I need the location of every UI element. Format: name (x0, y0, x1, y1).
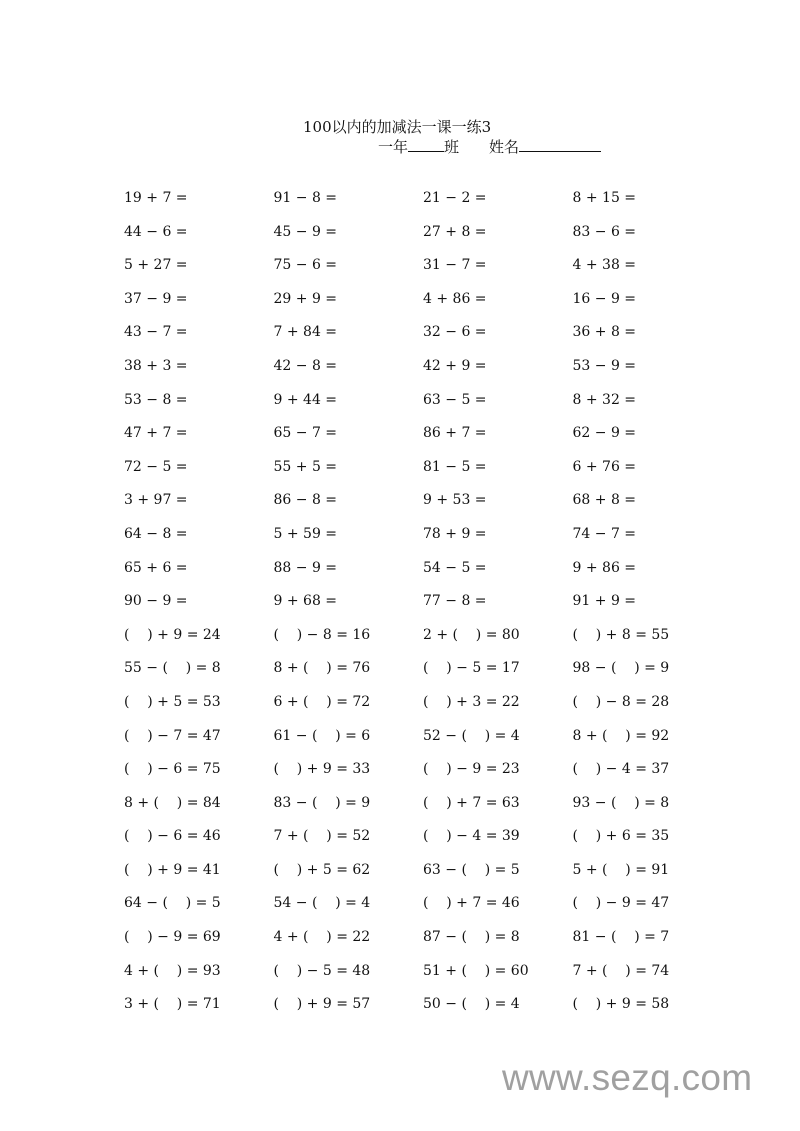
problem-item: ( ) + 8 = 55 (572, 626, 670, 643)
problem-item: 31 − 7 = (423, 257, 487, 274)
problem-item: 64 − ( ) = 5 (124, 895, 221, 912)
problem-item: 91 + 9 = (572, 593, 637, 610)
problem-item: 83 − 6 = (572, 223, 637, 240)
problem-item: ( ) − 6 = 46 (124, 828, 221, 845)
problem-item: 9 + 86 = (572, 559, 637, 576)
problem-item: 72 − 5 = (124, 458, 188, 475)
problem-item: 54 − 5 = (423, 559, 487, 576)
problem-row (124, 322, 722, 356)
problem-row (124, 961, 722, 995)
problem-item: 91 − 8 = (273, 190, 338, 206)
problem-row (124, 893, 722, 927)
grade-label: 一年 (378, 138, 409, 156)
problem-item: 8 + 15 = (572, 190, 637, 206)
problem-item: ( ) − 7 = 47 (124, 727, 221, 744)
problem-item: 61 − ( ) = 6 (273, 727, 371, 744)
problem-item: 3 + 97 = (124, 492, 188, 509)
problem-item: 53 − 9 = (572, 357, 637, 374)
problem-item: 53 − 8 = (124, 391, 188, 408)
problem-row (124, 826, 722, 860)
class-blank[interactable] (408, 137, 444, 152)
problem-item: 55 − ( ) = 8 (124, 660, 221, 677)
problem-item: 63 − 5 = (423, 391, 487, 408)
problem-row (124, 255, 722, 289)
problem-item: ( ) + 7 = 63 (423, 794, 520, 811)
problem-item: 27 + 8 = (423, 223, 487, 240)
problem-item: 3 + ( ) = 71 (124, 996, 221, 1013)
class-label: 班 (444, 138, 460, 156)
problem-item: 9 + 44 = (273, 391, 338, 408)
problem-item: ( ) + 6 = 35 (572, 828, 670, 845)
problem-item: 64 − 8 = (124, 525, 188, 542)
problem-item: ( ) + 9 = 41 (124, 861, 221, 878)
problem-item: 75 − 6 = (273, 257, 338, 274)
problem-item: 65 + 6 = (124, 559, 188, 576)
problem-item: ( ) + 9 = 33 (273, 761, 371, 778)
problem-item: 5 + 59 = (273, 525, 338, 542)
student-info-line (378, 136, 601, 157)
problem-row (124, 390, 722, 424)
problem-item: 9 + 68 = (273, 593, 338, 610)
problem-item: 68 + 8 = (572, 492, 637, 509)
problem-row (124, 490, 722, 524)
problem-row (124, 457, 722, 491)
problem-item: 4 + ( ) = 22 (273, 929, 371, 946)
problem-item: ( ) + 5 = 62 (273, 861, 371, 878)
problem-item: 83 − ( ) = 9 (273, 794, 371, 811)
problem-row (124, 658, 722, 692)
problem-item: 78 + 9 = (423, 525, 487, 542)
problem-item: 36 + 8 = (572, 324, 637, 341)
problem-row (124, 793, 722, 827)
problem-row (124, 524, 722, 558)
problem-row (124, 692, 722, 726)
problem-item: ( ) + 5 = 53 (124, 693, 221, 710)
problem-item: 16 − 9 = (572, 290, 637, 307)
problem-item: 63 − ( ) = 5 (423, 861, 520, 878)
problem-row (124, 289, 722, 323)
problem-item: ( ) + 3 = 22 (423, 693, 520, 710)
problem-item: 7 + 84 = (273, 324, 338, 341)
problem-item: 47 + 7 = (124, 425, 188, 442)
problem-item: ( ) + 9 = 57 (273, 996, 371, 1013)
problem-item: 55 + 5 = (273, 458, 338, 475)
problem-item: 65 − 7 = (273, 425, 338, 442)
problem-row (124, 423, 722, 457)
problem-item: ( ) − 5 = 48 (273, 962, 371, 979)
problem-item: 51 + ( ) = 60 (423, 962, 529, 979)
problem-item: 5 + ( ) = 91 (572, 861, 670, 878)
problem-item: ( ) − 8 = 28 (572, 693, 670, 710)
problem-item: 86 + 7 = (423, 425, 487, 442)
problem-item: ( ) − 9 = 69 (124, 929, 221, 946)
problem-item: 52 − ( ) = 4 (423, 727, 520, 744)
problem-item: 37 − 9 = (124, 290, 188, 307)
problem-row (124, 759, 722, 793)
problem-item: 19 + 7 = (124, 190, 188, 206)
problem-row (124, 726, 722, 760)
problem-item: ( ) − 4 = 39 (423, 828, 520, 845)
problem-item: 77 − 8 = (423, 593, 487, 610)
problem-item: 7 + ( ) = 52 (273, 828, 371, 845)
problem-item: 81 − ( ) = 7 (572, 929, 670, 946)
problem-grid (124, 188, 722, 1028)
problem-item: 86 − 8 = (273, 492, 338, 509)
watermark: www.sezq.com (502, 1057, 753, 1098)
problem-item: ( ) − 8 = 16 (273, 626, 371, 643)
problem-item: ( ) + 9 = 24 (124, 626, 221, 643)
problem-item: ( ) − 4 = 37 (572, 761, 670, 778)
problem-item: 54 − ( ) = 4 (273, 895, 371, 912)
problem-item: ( ) − 9 = 47 (572, 895, 670, 912)
problem-item: ( ) − 9 = 23 (423, 761, 520, 778)
problem-row (124, 188, 722, 222)
problem-item: 93 − ( ) = 8 (572, 794, 670, 811)
problem-item: 21 − 2 = (423, 190, 487, 206)
problem-item: 50 − ( ) = 4 (423, 996, 520, 1013)
problem-item: 43 − 7 = (124, 324, 188, 341)
problem-item: 5 + 27 = (124, 257, 188, 274)
problem-item: 2 + ( ) = 80 (423, 626, 520, 643)
problem-item: 44 − 6 = (124, 223, 188, 240)
problem-item: 8 + 32 = (572, 391, 637, 408)
problem-item: ( ) − 5 = 17 (423, 660, 520, 677)
problem-item: 8 + ( ) = 92 (572, 727, 670, 744)
problem-item: 29 + 9 = (273, 290, 338, 307)
problem-item: 42 + 9 = (423, 357, 487, 374)
problem-item: 45 − 9 = (273, 223, 338, 240)
problem-item: 62 − 9 = (572, 425, 637, 442)
problem-row (124, 994, 722, 1028)
problem-item: 74 − 7 = (572, 525, 637, 542)
problem-item: 6 + 76 = (572, 458, 637, 475)
problem-item: 4 + 86 = (423, 290, 487, 307)
problem-item: ( ) + 9 = 58 (572, 996, 670, 1013)
problem-row (124, 222, 722, 256)
problem-item: 90 − 9 = (124, 593, 188, 610)
problem-row (124, 927, 722, 961)
problem-item: 42 − 8 = (273, 357, 338, 374)
problem-row (124, 356, 722, 390)
problem-item: ( ) − 6 = 75 (124, 761, 221, 778)
problem-item: 88 − 9 = (273, 559, 338, 576)
problem-item: 8 + ( ) = 76 (273, 660, 371, 677)
problem-item: 81 − 5 = (423, 458, 487, 475)
problem-row (124, 625, 722, 659)
problem-item: 32 − 6 = (423, 324, 487, 341)
name-label: 姓名 (489, 138, 520, 156)
problem-item: ( ) + 7 = 46 (423, 895, 520, 912)
problem-item: 38 + 3 = (124, 357, 188, 374)
problem-item: 4 + ( ) = 93 (124, 962, 221, 979)
worksheet-title: 100以内的加减法一课一练3 (303, 118, 492, 136)
problem-item: 7 + ( ) = 74 (572, 962, 670, 979)
problem-item: 8 + ( ) = 84 (124, 794, 221, 811)
problem-item: 87 − ( ) = 8 (423, 929, 520, 946)
name-blank[interactable] (519, 137, 601, 152)
problem-item: 6 + ( ) = 72 (273, 693, 371, 710)
problem-row (124, 860, 722, 894)
problem-row (124, 558, 722, 592)
problem-row (124, 591, 722, 625)
problem-item: 4 + 38 = (572, 257, 637, 274)
problem-item: 9 + 53 = (423, 492, 487, 509)
problem-item: 98 − ( ) = 9 (572, 660, 670, 677)
